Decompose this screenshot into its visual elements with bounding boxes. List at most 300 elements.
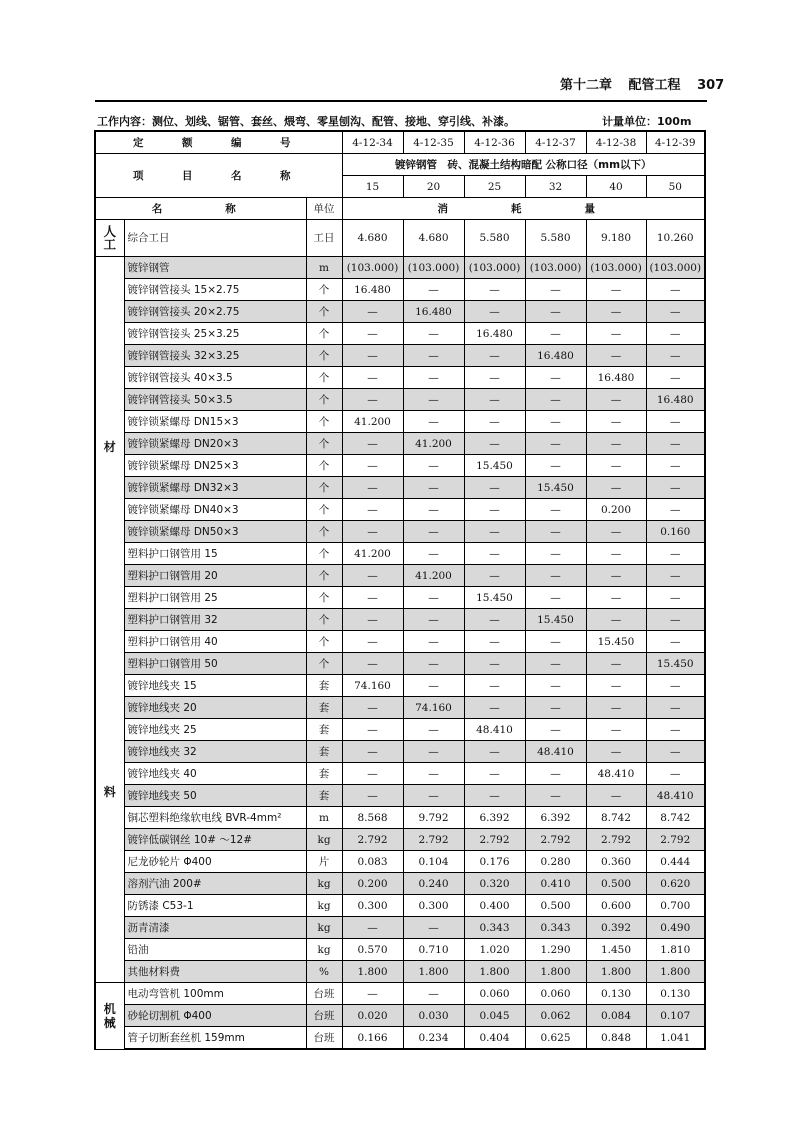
- item-unit: 套: [306, 763, 342, 785]
- item-name: 镀锌地线夹 20: [124, 697, 306, 719]
- item-name: 塑料护口钢管用 20: [124, 565, 306, 587]
- table-row: [95, 220, 705, 257]
- consumption-value: —: [403, 543, 464, 565]
- consumption-value: —: [342, 389, 403, 411]
- item-name: 镀锌地线夹 25: [124, 719, 306, 741]
- table-row: [95, 895, 705, 917]
- consumption-value: —: [646, 279, 705, 301]
- item-unit: 套: [306, 697, 342, 719]
- consumption-value: 0.848: [586, 1027, 646, 1050]
- consumption-value: —: [586, 653, 646, 675]
- table-row: [95, 741, 705, 763]
- consumption-value: 41.200: [403, 565, 464, 587]
- consumption-value: —: [464, 785, 525, 807]
- consumption-value: —: [403, 411, 464, 433]
- page-header: [560, 74, 736, 93]
- item-unit: 个: [306, 411, 342, 433]
- quota-code: 4-12-35: [403, 131, 464, 154]
- consumption-value: —: [403, 521, 464, 543]
- consumption-value: 15.450: [646, 653, 705, 675]
- consumption-value: —: [464, 433, 525, 455]
- item-unit: kg: [306, 895, 342, 917]
- consumption-value: 5.580: [464, 220, 525, 257]
- consumption-value: —: [403, 785, 464, 807]
- consumption-value: 74.160: [403, 697, 464, 719]
- consumption-value: —: [586, 521, 646, 543]
- consumption-value: —: [464, 477, 525, 499]
- item-unit: 套: [306, 785, 342, 807]
- consumption-value: —: [525, 719, 586, 741]
- consumption-value: —: [464, 609, 525, 631]
- page-number: 307: [697, 78, 725, 93]
- consumption-value: —: [525, 411, 586, 433]
- consumption-value: —: [342, 323, 403, 345]
- table-row: [95, 609, 705, 631]
- quota-code: 4-12-39: [646, 131, 705, 154]
- item-name: 综合工日: [124, 220, 306, 257]
- consumption-value: —: [646, 323, 705, 345]
- consumption-value: —: [586, 455, 646, 477]
- consumption-value: 15.450: [464, 587, 525, 609]
- item-name: 铅油: [124, 939, 306, 961]
- consumption-value: (103.000): [403, 257, 464, 279]
- consumption-value: —: [464, 521, 525, 543]
- item-name: 塑料护口钢管用 32: [124, 609, 306, 631]
- consumption-value: —: [646, 499, 705, 521]
- item-name: 管子切断套丝机 159mm: [124, 1027, 306, 1050]
- item-unit: 套: [306, 719, 342, 741]
- table-row: [95, 807, 705, 829]
- consumption-value: 16.480: [525, 345, 586, 367]
- consumption-value: 0.410: [525, 873, 586, 895]
- consumption-value: —: [525, 389, 586, 411]
- item-unit: 个: [306, 433, 342, 455]
- consumption-value: 1.450: [586, 939, 646, 961]
- machine-category: [95, 983, 124, 1050]
- consumption-value: —: [646, 697, 705, 719]
- consumption-value: 0.300: [403, 895, 464, 917]
- consumption-value: —: [464, 345, 525, 367]
- table-row: [95, 785, 705, 807]
- consumption-value: —: [403, 983, 464, 1005]
- consumption-value: —: [403, 587, 464, 609]
- consumption-value: 0.280: [525, 851, 586, 873]
- consumption-value: 0.045: [464, 1005, 525, 1027]
- consumption-value: —: [586, 719, 646, 741]
- consumption-value: 0.104: [403, 851, 464, 873]
- consumption-value: 0.710: [403, 939, 464, 961]
- consumption-value: 16.480: [646, 389, 705, 411]
- consumption-value: 41.200: [342, 543, 403, 565]
- header-rule: [95, 100, 707, 102]
- consumption-value: —: [464, 675, 525, 697]
- consumption-value: 2.792: [342, 829, 403, 851]
- consumption-value: —: [464, 279, 525, 301]
- table-row: [95, 851, 705, 873]
- item-name: 塑料护口钢管用 25: [124, 587, 306, 609]
- consumption-value: 4.680: [403, 220, 464, 257]
- table-row: [95, 939, 705, 961]
- consumption-value: 48.410: [464, 719, 525, 741]
- consumption-value: 0.444: [646, 851, 705, 873]
- consumption-value: —: [586, 389, 646, 411]
- table-row: [95, 763, 705, 785]
- item-unit: 个: [306, 367, 342, 389]
- consumption-value: 1.020: [464, 939, 525, 961]
- item-unit: kg: [306, 939, 342, 961]
- consumption-value: (103.000): [464, 257, 525, 279]
- item-name: 镀锌地线夹 15: [124, 675, 306, 697]
- item-unit: m: [306, 257, 342, 279]
- consumption-value: —: [646, 675, 705, 697]
- consumption-value: —: [586, 785, 646, 807]
- consumption-value: —: [646, 411, 705, 433]
- consumption-value: 1.800: [403, 961, 464, 983]
- item-name: 塑料护口钢管用 50: [124, 653, 306, 675]
- consumption-value: 8.742: [586, 807, 646, 829]
- consumption-value: —: [646, 719, 705, 741]
- item-name: 镀锌钢管: [124, 257, 306, 279]
- consumption-value: —: [403, 917, 464, 939]
- consumption-value: 2.792: [403, 829, 464, 851]
- consumption-value: —: [525, 697, 586, 719]
- item-name: 镀锌锁紧螺母 DN50×3: [124, 521, 306, 543]
- consumption-value: 0.160: [646, 521, 705, 543]
- consumption-value: 15.450: [464, 455, 525, 477]
- consumption-value: —: [342, 433, 403, 455]
- consumption-value: —: [403, 279, 464, 301]
- consumption-value: —: [464, 543, 525, 565]
- consumption-value: 0.200: [586, 499, 646, 521]
- table-row: [95, 521, 705, 543]
- consumption-value: —: [646, 609, 705, 631]
- consumption-value: 0.404: [464, 1027, 525, 1050]
- item-unit: 个: [306, 653, 342, 675]
- item-name: 镀锌锁紧螺母 DN40×3: [124, 499, 306, 521]
- unit-column-header: 单位: [306, 198, 342, 220]
- item-name: 溶剂汽油 200#: [124, 873, 306, 895]
- consumption-value: 0.062: [525, 1005, 586, 1027]
- item-name: 尼龙砂轮片 Φ400: [124, 851, 306, 873]
- item-name: 塑料护口钢管用 40: [124, 631, 306, 653]
- table-row: [95, 345, 705, 367]
- consumption-value: —: [403, 653, 464, 675]
- consumption-value: 0.360: [586, 851, 646, 873]
- consumption-value: 0.625: [525, 1027, 586, 1050]
- item-unit: 个: [306, 323, 342, 345]
- machine-category-label: 机械: [103, 1001, 116, 1030]
- diameter: 40: [586, 176, 646, 198]
- consumption-value: —: [342, 301, 403, 323]
- consumption-value: 2.792: [646, 829, 705, 851]
- consumption-value: 0.084: [586, 1005, 646, 1027]
- consumption-value: 16.480: [403, 301, 464, 323]
- consumption-value: 10.260: [646, 220, 705, 257]
- table-row: [95, 697, 705, 719]
- consumption-value: 15.450: [525, 477, 586, 499]
- quota-code-label: 定 额 编 号: [95, 131, 342, 154]
- consumption-value: —: [525, 499, 586, 521]
- consumption-value: —: [646, 455, 705, 477]
- consumption-value: —: [586, 345, 646, 367]
- consumption-value: 0.083: [342, 851, 403, 873]
- consumption-value: —: [586, 565, 646, 587]
- item-unit: 台班: [306, 983, 342, 1005]
- item-unit: 个: [306, 279, 342, 301]
- consumption-value: —: [403, 741, 464, 763]
- table-row: [95, 433, 705, 455]
- table-row: [95, 587, 705, 609]
- table-row: [95, 565, 705, 587]
- table-row: [95, 983, 705, 1005]
- item-unit: %: [306, 961, 342, 983]
- consumption-value: 0.500: [525, 895, 586, 917]
- consumption-value: —: [525, 785, 586, 807]
- item-name: 镀锌锁紧螺母 DN15×3: [124, 411, 306, 433]
- item-name: 镀锌钢管接头 32×3.25: [124, 345, 306, 367]
- item-name: 镀锌地线夹 32: [124, 741, 306, 763]
- consumption-value: —: [525, 675, 586, 697]
- consumption-value: —: [646, 301, 705, 323]
- consumption-value: —: [403, 389, 464, 411]
- item-name: 镀锌钢管接头 15×2.75: [124, 279, 306, 301]
- name-column-header: 名 称: [95, 198, 306, 220]
- consumption-value: (103.000): [525, 257, 586, 279]
- unit-label: 计量单位：100m: [602, 115, 692, 128]
- table-row: [95, 829, 705, 851]
- work-content: 工作内容：测位、划线、锯管、套丝、煨弯、零星刨沟、配管、接地、穿引线、补漆。: [97, 115, 515, 128]
- consumption-value: —: [586, 543, 646, 565]
- consumption-value: —: [342, 345, 403, 367]
- table-row: [95, 455, 705, 477]
- table-row: [95, 499, 705, 521]
- consumption-value: —: [525, 587, 586, 609]
- consumption-value: —: [342, 587, 403, 609]
- consumption-value: —: [403, 675, 464, 697]
- diameter: 15: [342, 176, 403, 198]
- consumption-value: —: [646, 345, 705, 367]
- consumption-value: 41.200: [403, 433, 464, 455]
- consumption-value: 0.490: [646, 917, 705, 939]
- consumption-value: 0.700: [646, 895, 705, 917]
- item-name: 镀锌锁紧螺母 DN32×3: [124, 477, 306, 499]
- consumption-value: —: [342, 455, 403, 477]
- consumption-value: 0.020: [342, 1005, 403, 1027]
- consumption-value: —: [342, 785, 403, 807]
- consumption-value: —: [342, 565, 403, 587]
- consumption-value: —: [403, 631, 464, 653]
- consumption-value: 2.792: [464, 829, 525, 851]
- consumption-value: 0.620: [646, 873, 705, 895]
- consumption-value: —: [646, 631, 705, 653]
- consumption-value: —: [586, 477, 646, 499]
- consumption-value: 0.200: [342, 873, 403, 895]
- item-description: 镀锌钢管 砖、混凝土结构暗配 公称口径（mm以下）: [342, 154, 705, 176]
- consumption-value: —: [403, 609, 464, 631]
- consumption-value: —: [342, 631, 403, 653]
- consumption-value: —: [342, 719, 403, 741]
- section-title: 配管工程: [628, 78, 681, 93]
- consumption-value: —: [464, 301, 525, 323]
- consumption-value: —: [525, 279, 586, 301]
- table-row: [95, 873, 705, 895]
- consumption-value: 16.480: [342, 279, 403, 301]
- item-unit: 个: [306, 499, 342, 521]
- consumption-value: —: [586, 279, 646, 301]
- item-name-label: 项 目 名 称: [95, 154, 342, 198]
- consumption-value: —: [403, 477, 464, 499]
- consumption-value: —: [525, 521, 586, 543]
- consumption-value: 0.343: [525, 917, 586, 939]
- consumption-value: 0.234: [403, 1027, 464, 1050]
- item-unit: 个: [306, 543, 342, 565]
- table-row: [95, 1005, 705, 1027]
- item-unit: m: [306, 807, 342, 829]
- consumption-value: —: [403, 345, 464, 367]
- consumption-value: —: [403, 763, 464, 785]
- labor-category: [95, 220, 124, 257]
- item-unit: 套: [306, 741, 342, 763]
- consumption-value: —: [586, 609, 646, 631]
- table-row: [95, 543, 705, 565]
- table-row: [95, 653, 705, 675]
- consumption-value: 1.041: [646, 1027, 705, 1050]
- consumption-value: —: [525, 323, 586, 345]
- item-unit: 个: [306, 389, 342, 411]
- item-name: 镀锌地线夹 50: [124, 785, 306, 807]
- consumption-value: —: [464, 763, 525, 785]
- diameter: 32: [525, 176, 586, 198]
- consumption-value: —: [646, 587, 705, 609]
- consumption-value: 4.680: [342, 220, 403, 257]
- consumption-value: —: [403, 455, 464, 477]
- item-name: 其他材料费: [124, 961, 306, 983]
- consumption-value: 9.180: [586, 220, 646, 257]
- consumption-value: 1.800: [646, 961, 705, 983]
- item-unit: kg: [306, 829, 342, 851]
- consumption-value: 0.176: [464, 851, 525, 873]
- consumption-value: 48.410: [586, 763, 646, 785]
- consumption-value: 0.107: [646, 1005, 705, 1027]
- table-row: [95, 257, 705, 279]
- consumption-value: 1.800: [342, 961, 403, 983]
- table-row: [95, 367, 705, 389]
- material-category-label-bottom: 料: [103, 785, 116, 799]
- item-name: 镀锌锁紧螺母 DN25×3: [124, 455, 306, 477]
- consumption-value: —: [342, 609, 403, 631]
- item-name: 镀锌低碳钢丝 10# ～12#: [124, 829, 306, 851]
- consumption-value: (103.000): [586, 257, 646, 279]
- item-unit: 个: [306, 521, 342, 543]
- consumption-value: 15.450: [525, 609, 586, 631]
- consumption-header: 消 耗 量: [342, 198, 705, 220]
- consumption-value: —: [646, 543, 705, 565]
- table-row: [95, 675, 705, 697]
- item-unit: 台班: [306, 1027, 342, 1050]
- quota-code: 4-12-36: [464, 131, 525, 154]
- consumption-value: —: [646, 433, 705, 455]
- item-unit: 片: [306, 851, 342, 873]
- consumption-value: 5.580: [525, 220, 586, 257]
- consumption-value: 0.343: [464, 917, 525, 939]
- table-row: [95, 323, 705, 345]
- table-row: [95, 917, 705, 939]
- chapter-label: 第十二章: [560, 78, 613, 93]
- consumption-value: 41.200: [342, 411, 403, 433]
- consumption-value: —: [342, 477, 403, 499]
- item-name: 防锈漆 C53-1: [124, 895, 306, 917]
- item-unit: 台班: [306, 1005, 342, 1027]
- consumption-value: 9.792: [403, 807, 464, 829]
- consumption-value: —: [525, 565, 586, 587]
- consumption-value: —: [403, 367, 464, 389]
- consumption-value: —: [586, 433, 646, 455]
- consumption-value: —: [646, 367, 705, 389]
- quota-code: 4-12-37: [525, 131, 586, 154]
- consumption-value: —: [525, 433, 586, 455]
- consumption-value: 2.792: [525, 829, 586, 851]
- consumption-value: 1.290: [525, 939, 586, 961]
- item-unit: 个: [306, 477, 342, 499]
- consumption-value: —: [464, 411, 525, 433]
- consumption-value: —: [342, 741, 403, 763]
- consumption-value: 1.800: [464, 961, 525, 983]
- consumption-value: 1.810: [646, 939, 705, 961]
- diameter: 25: [464, 176, 525, 198]
- item-unit: 个: [306, 301, 342, 323]
- item-unit: 个: [306, 345, 342, 367]
- consumption-value: —: [464, 389, 525, 411]
- item-unit: kg: [306, 873, 342, 895]
- consumption-value: —: [464, 631, 525, 653]
- consumption-value: 1.800: [525, 961, 586, 983]
- consumption-value: —: [525, 301, 586, 323]
- consumption-value: —: [464, 367, 525, 389]
- quota-code: 4-12-38: [586, 131, 646, 154]
- labor-category-label: 人工: [103, 224, 116, 252]
- consumption-value: —: [403, 499, 464, 521]
- table-row: [95, 1027, 705, 1050]
- item-name: 砂轮切割机 Φ400: [124, 1005, 306, 1027]
- consumption-value: —: [586, 411, 646, 433]
- item-name: 镀锌钢管接头 50×3.5: [124, 389, 306, 411]
- consumption-value: —: [646, 477, 705, 499]
- consumption-value: —: [464, 741, 525, 763]
- consumption-value: —: [464, 653, 525, 675]
- table-row: [95, 301, 705, 323]
- consumption-value: —: [525, 631, 586, 653]
- item-name: 电动弯管机 100mm: [124, 983, 306, 1005]
- consumption-value: —: [525, 653, 586, 675]
- consumption-value: —: [342, 521, 403, 543]
- material-category: [95, 257, 124, 983]
- consumption-value: 15.450: [586, 631, 646, 653]
- consumption-value: —: [586, 301, 646, 323]
- item-name: 镀锌锁紧螺母 DN20×3: [124, 433, 306, 455]
- consumption-value: —: [464, 565, 525, 587]
- consumption-value: —: [646, 741, 705, 763]
- consumption-value: 0.060: [525, 983, 586, 1005]
- item-unit: 工日: [306, 220, 342, 257]
- consumption-value: 0.060: [464, 983, 525, 1005]
- consumption-value: 6.392: [525, 807, 586, 829]
- table-row: [95, 411, 705, 433]
- consumption-value: 0.130: [646, 983, 705, 1005]
- consumption-value: —: [586, 675, 646, 697]
- consumption-value: 0.320: [464, 873, 525, 895]
- consumption-value: 0.166: [342, 1027, 403, 1050]
- consumption-value: —: [342, 697, 403, 719]
